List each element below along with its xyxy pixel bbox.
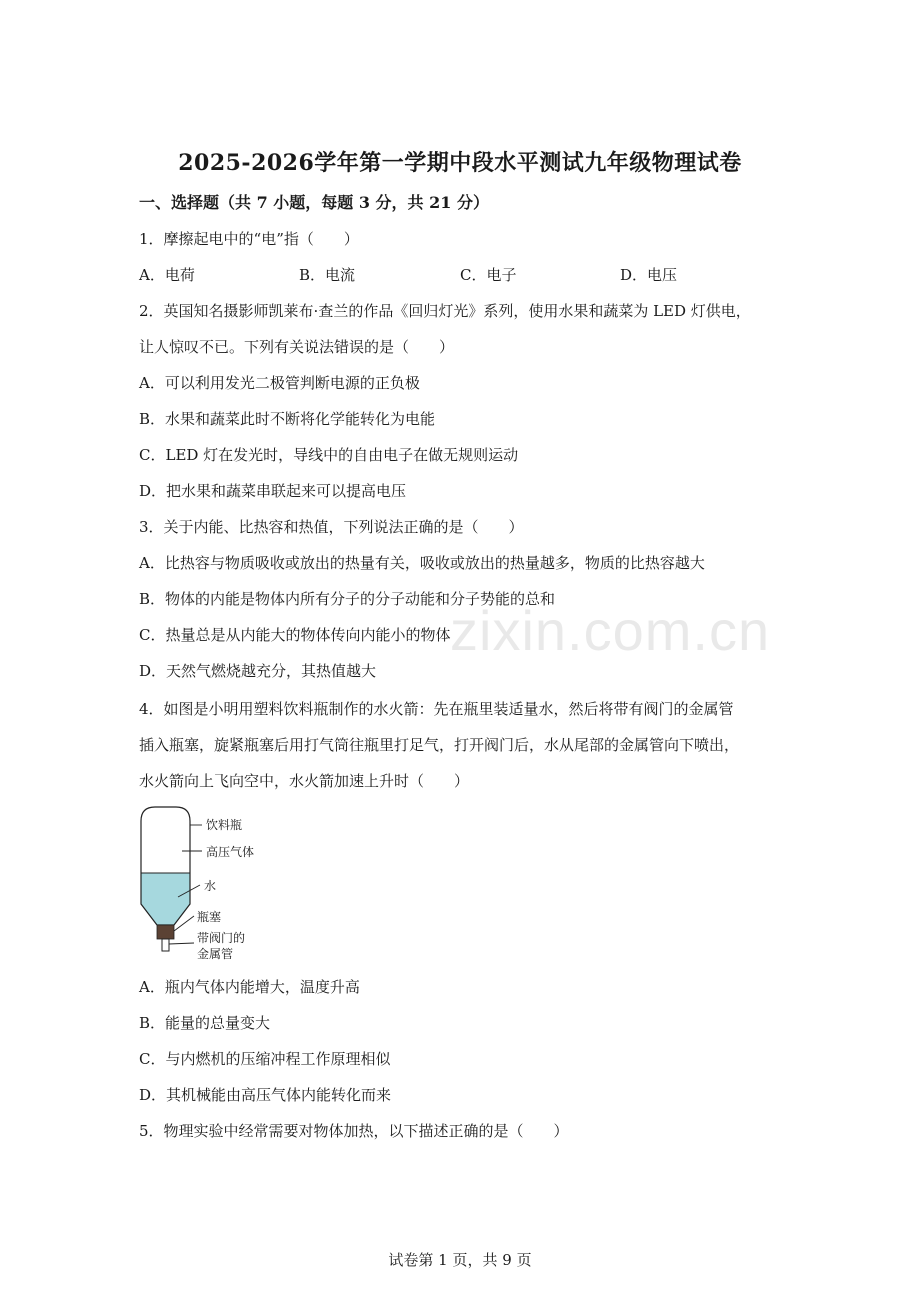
question-4-option-c: C．与内燃机的压缩冲程工作原理相似	[139, 1050, 391, 1068]
question-2-option-a: A．可以利用发光二极管判断电源的正负极	[139, 374, 420, 392]
question-2-stem-line-1: 2．英国知名摄影师凯莱布·查兰的作品《回归灯光》系列，使用水果和蔬菜为 LED 灯供电，	[139, 302, 751, 320]
question-4-option-a: A．瓶内气体内能增大，温度升高	[139, 978, 360, 996]
question-1-option-a: A．电荷	[139, 266, 195, 284]
label-pipe-line-1: 带阀门的	[197, 931, 246, 945]
exam-title: 2025-2026学年第一学期中段水平测试九年级物理试卷	[178, 150, 742, 176]
watermark: zixin.com.cn	[450, 599, 771, 662]
question-1-option-b: B．电流	[299, 266, 356, 284]
section-heading: 一、选择题（共 7 小题，每题 3 分，共 21 分）	[139, 193, 489, 212]
question-5-stem: 5．物理实验中经常需要对物体加热，以下描述正确的是（ ）	[139, 1122, 569, 1140]
question-4-option-d: D．其机械能由高压气体内能转化而来	[139, 1086, 392, 1104]
label-pipe-line-2: 金属管	[197, 947, 234, 961]
page-footer: 试卷第 1 页，共 9 页	[388, 1251, 532, 1269]
water-fill	[141, 873, 190, 925]
leader-pipe	[169, 943, 194, 944]
question-2-option-c: C．LED 灯在发光时，导线中的自由电子在做无规则运动	[139, 446, 519, 464]
water-rocket-figure	[134, 803, 284, 965]
question-1-option-c: C．电子	[460, 266, 517, 284]
metal-pipe-shape	[162, 939, 169, 951]
label-high-pressure-gas: 高压气体	[206, 845, 255, 859]
question-3-option-a: A．比热容与物质吸收或放出的热量有关，吸收或放出的热量越多，物质的比热容越大	[139, 554, 705, 572]
question-1-stem: 1．摩擦起电中的“电”指（ ）	[139, 230, 359, 248]
question-4-option-b: B．能量的总量变大	[139, 1014, 271, 1032]
question-3-stem: 3．关于内能、比热容和热值，下列说法正确的是（ ）	[139, 518, 524, 536]
label-bottle: 饮料瓶	[206, 818, 243, 832]
label-water: 水	[204, 879, 217, 893]
question-2-option-b: B．水果和蔬菜此时不断将化学能转化为电能	[139, 410, 436, 428]
question-3-option-d: D．天然气燃烧越充分，其热值越大	[139, 662, 377, 680]
question-2-stem-line-2: 让人惊叹不已。下列有关说法错误的是（ ）	[139, 338, 455, 356]
question-4-stem-line-3: 水火箭向上飞向空中，水火箭加速上升时（ ）	[139, 772, 470, 790]
question-2-option-d: D．把水果和蔬菜串联起来可以提高电压	[139, 482, 407, 500]
stopper-shape	[157, 925, 174, 939]
question-3-option-b: B．物体的内能是物体内所有分子的分子动能和分子势能的总和	[139, 590, 556, 608]
question-4-stem-line-2: 插入瓶塞，旋紧瓶塞后用打气筒往瓶里打足气，打开阀门后，水从尾部的金属管向下喷出，	[139, 736, 740, 754]
question-4-stem-line-1: 4．如图是小明用塑料饮料瓶制作的水火箭：先在瓶里装适量水，然后将带有阀门的金属管	[139, 700, 734, 718]
question-3-option-c: C．热量总是从内能大的物体传向内能小的物体	[139, 626, 451, 644]
label-stopper: 瓶塞	[197, 910, 222, 924]
question-1-option-d: D．电压	[620, 266, 678, 284]
